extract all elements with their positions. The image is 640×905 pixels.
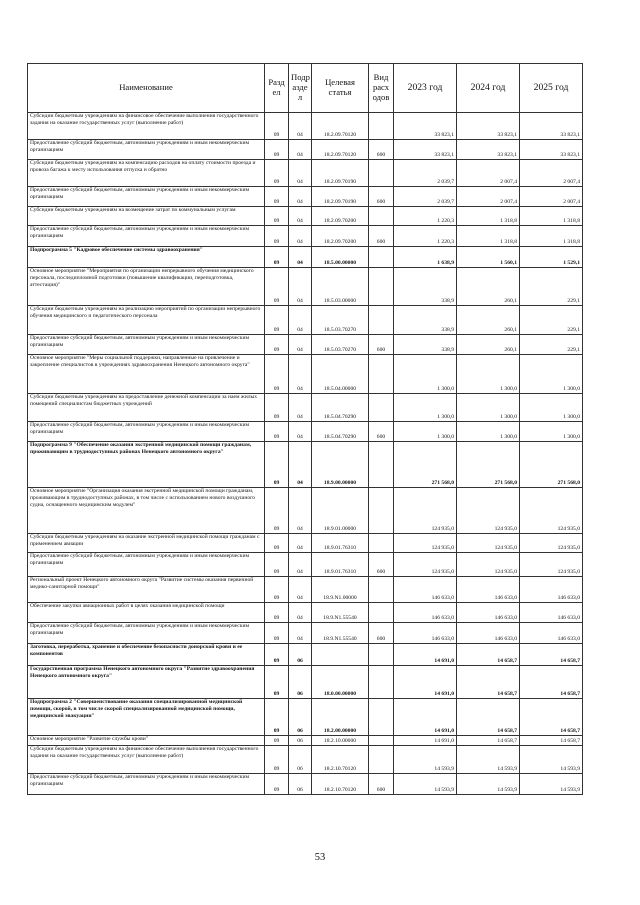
cell-razdel: 09 bbox=[265, 488, 289, 534]
cell-podrazdel: 04 bbox=[289, 422, 312, 442]
cell-statya: 18.9.01.00000 bbox=[312, 488, 369, 534]
header-vid: Вид расх одов bbox=[369, 64, 394, 113]
cell-vid bbox=[369, 247, 394, 268]
cell-2024: 2 007,4 bbox=[457, 160, 520, 187]
cell-statya: 18.2.09.70190 bbox=[312, 187, 369, 207]
cell-name: Предоставление субсидий бюджетным, автономным учреждениям и иным некоммерческим организациям bbox=[28, 553, 265, 577]
cell-2025: 146 633,0 bbox=[520, 577, 583, 603]
cell-2025: 14 658,7 bbox=[520, 666, 583, 699]
cell-2025: 33 823,1 bbox=[520, 140, 583, 160]
cell-2025: 229,1 bbox=[520, 306, 583, 335]
cell-statya: 18.9.01.76310 bbox=[312, 534, 369, 553]
table-row bbox=[28, 187, 583, 207]
cell-2024: 1 560,1 bbox=[457, 247, 520, 268]
cell-vid bbox=[369, 534, 394, 553]
table-row bbox=[28, 160, 583, 187]
cell-podrazdel: 04 bbox=[289, 442, 312, 488]
cell-name: Субсидии бюджетным учреждениям на финансовое обеспечение выполнения государственного задания на оказание государственных услуг (выполнение работ) bbox=[28, 113, 265, 140]
header-2024: 2024 год bbox=[457, 64, 520, 113]
cell-2023: 33 823,1 bbox=[394, 140, 457, 160]
table-body bbox=[28, 113, 583, 795]
cell-2025: 146 633,0 bbox=[520, 603, 583, 623]
cell-razdel: 09 bbox=[265, 442, 289, 488]
cell-vid bbox=[369, 394, 394, 422]
cell-podrazdel: 04 bbox=[289, 335, 312, 355]
cell-podrazdel: 06 bbox=[289, 736, 312, 746]
cell-2023: 14 691,0 bbox=[394, 699, 457, 736]
cell-2025: 1 318,8 bbox=[520, 207, 583, 226]
cell-vid bbox=[369, 644, 394, 666]
cell-2024: 2 007,4 bbox=[457, 187, 520, 207]
cell-name: Подпрограмма 9 "Обеспечение оказания экстренной медицинской помощи гражданам, проживающим в труднодоступных районах Ненецкого автономного округа" bbox=[28, 442, 265, 488]
cell-podrazdel: 04 bbox=[289, 160, 312, 187]
cell-name: Субсидии бюджетным учреждениям на реализацию мероприятий по организации непрерывного обучения медицинского и педагогического персонала bbox=[28, 306, 265, 335]
cell-vid bbox=[369, 666, 394, 699]
cell-razdel: 09 bbox=[265, 207, 289, 226]
cell-podrazdel: 04 bbox=[289, 207, 312, 226]
cell-2025: 14 658,7 bbox=[520, 736, 583, 746]
cell-2023: 124 935,0 bbox=[394, 553, 457, 577]
cell-vid bbox=[369, 577, 394, 603]
cell-statya: 18.9.N1.55540 bbox=[312, 623, 369, 644]
table-row bbox=[28, 355, 583, 394]
cell-statya: 18.2.09.70120 bbox=[312, 113, 369, 140]
cell-2024: 260,1 bbox=[457, 306, 520, 335]
cell-statya: 18.9.00.00000 bbox=[312, 442, 369, 488]
cell-2024: 14 658,7 bbox=[457, 699, 520, 736]
cell-statya: 18.5.04.00000 bbox=[312, 355, 369, 394]
cell-podrazdel: 06 bbox=[289, 774, 312, 795]
cell-vid bbox=[369, 442, 394, 488]
cell-2023: 2 039,7 bbox=[394, 160, 457, 187]
table-row bbox=[28, 442, 583, 488]
cell-2023: 338,9 bbox=[394, 335, 457, 355]
cell-vid bbox=[369, 699, 394, 736]
cell-statya: 18.5.03.70270 bbox=[312, 335, 369, 355]
cell-2024: 14 658,7 bbox=[457, 644, 520, 666]
cell-statya: 18.2.09.70190 bbox=[312, 160, 369, 187]
budget-table bbox=[27, 63, 583, 795]
cell-2023: 14 593,9 bbox=[394, 746, 457, 774]
cell-statya: 18.5.03.00000 bbox=[312, 268, 369, 306]
cell-2025: 1 529,1 bbox=[520, 247, 583, 268]
cell-2025: 14 593,9 bbox=[520, 746, 583, 774]
table-header-row bbox=[28, 64, 583, 113]
cell-2025: 14 593,9 bbox=[520, 774, 583, 795]
cell-vid: 600 bbox=[369, 774, 394, 795]
cell-2024: 33 823,1 bbox=[457, 140, 520, 160]
cell-razdel: 09 bbox=[265, 247, 289, 268]
table-row bbox=[28, 335, 583, 355]
cell-razdel: 09 bbox=[265, 187, 289, 207]
cell-razdel: 09 bbox=[265, 644, 289, 666]
cell-2023: 1 220,3 bbox=[394, 226, 457, 247]
cell-2024: 260,1 bbox=[457, 268, 520, 306]
cell-name: Региональный проект Ненецкого автономного округа "Развитие системы оказания первичной медико-санитарной помощи" bbox=[28, 577, 265, 603]
cell-vid bbox=[369, 603, 394, 623]
cell-2023: 2 039,7 bbox=[394, 187, 457, 207]
cell-vid: 600 bbox=[369, 335, 394, 355]
cell-2025: 2 007,4 bbox=[520, 160, 583, 187]
cell-2025: 2 007,4 bbox=[520, 187, 583, 207]
table-row bbox=[28, 746, 583, 774]
cell-razdel: 09 bbox=[265, 422, 289, 442]
cell-name: Предоставление субсидий бюджетным, автономным учреждениям и иным некоммерческим организациям bbox=[28, 187, 265, 207]
cell-2025: 1 300,0 bbox=[520, 422, 583, 442]
cell-statya: 18.5.00.00000 bbox=[312, 247, 369, 268]
cell-razdel: 09 bbox=[265, 534, 289, 553]
cell-2023: 146 633,0 bbox=[394, 623, 457, 644]
cell-razdel: 09 bbox=[265, 140, 289, 160]
table-row bbox=[28, 623, 583, 644]
cell-2025: 229,1 bbox=[520, 335, 583, 355]
cell-2023: 146 633,0 bbox=[394, 603, 457, 623]
table-row bbox=[28, 644, 583, 666]
cell-2024: 33 823,1 bbox=[457, 113, 520, 140]
cell-razdel: 09 bbox=[265, 553, 289, 577]
cell-statya: 18.2.10.70120 bbox=[312, 774, 369, 795]
cell-2024: 1 300,0 bbox=[457, 355, 520, 394]
cell-podrazdel: 04 bbox=[289, 553, 312, 577]
cell-name: Предоставление субсидий бюджетным, автономным учреждениям и иным некоммерческим организациям bbox=[28, 623, 265, 644]
cell-2024: 124 935,0 bbox=[457, 534, 520, 553]
cell-podrazdel: 04 bbox=[289, 268, 312, 306]
cell-vid bbox=[369, 736, 394, 746]
cell-razdel: 09 bbox=[265, 355, 289, 394]
cell-2025: 1 318,8 bbox=[520, 226, 583, 247]
cell-podrazdel: 04 bbox=[289, 355, 312, 394]
cell-2025: 33 823,1 bbox=[520, 113, 583, 140]
cell-podrazdel: 04 bbox=[289, 394, 312, 422]
header-razdel: Разд ел bbox=[265, 64, 289, 113]
cell-name: Субсидии бюджетным учреждениям на предоставление денежной компенсации за наем жилых помещений специалистам бюджетных учреждений bbox=[28, 394, 265, 422]
table-row bbox=[28, 553, 583, 577]
cell-statya: 18.9.N1.00000 bbox=[312, 577, 369, 603]
cell-statya: 18.2.10.70120 bbox=[312, 746, 369, 774]
cell-2024: 1 318,8 bbox=[457, 207, 520, 226]
cell-podrazdel: 06 bbox=[289, 746, 312, 774]
cell-2024: 1 300,0 bbox=[457, 394, 520, 422]
cell-vid bbox=[369, 207, 394, 226]
table-row bbox=[28, 394, 583, 422]
cell-name: Предоставление субсидий бюджетным, автономным учреждениям и иным некоммерческим организациям bbox=[28, 140, 265, 160]
cell-2024: 124 935,0 bbox=[457, 553, 520, 577]
cell-podrazdel: 06 bbox=[289, 699, 312, 736]
header-name: Наименование bbox=[28, 64, 265, 113]
cell-vid bbox=[369, 113, 394, 140]
table-row bbox=[28, 226, 583, 247]
cell-2024: 146 633,0 bbox=[457, 577, 520, 603]
cell-2025: 1 300,0 bbox=[520, 355, 583, 394]
cell-2024: 14 593,9 bbox=[457, 774, 520, 795]
table-row bbox=[28, 268, 583, 306]
table-row bbox=[28, 488, 583, 534]
cell-podrazdel: 04 bbox=[289, 140, 312, 160]
cell-statya: 18.5.04.70290 bbox=[312, 422, 369, 442]
cell-2023: 14 691,0 bbox=[394, 736, 457, 746]
cell-2023: 14 691,0 bbox=[394, 644, 457, 666]
header-podrazdel: Подр азде л bbox=[289, 64, 312, 113]
cell-razdel: 09 bbox=[265, 335, 289, 355]
cell-2023: 338,9 bbox=[394, 306, 457, 335]
cell-razdel: 09 bbox=[265, 268, 289, 306]
header-2023: 2023 год bbox=[394, 64, 457, 113]
cell-razdel: 09 bbox=[265, 666, 289, 699]
cell-2025: 124 935,0 bbox=[520, 534, 583, 553]
cell-razdel: 09 bbox=[265, 394, 289, 422]
table-row bbox=[28, 577, 583, 603]
cell-statya: 18.2.09.70200 bbox=[312, 226, 369, 247]
cell-vid bbox=[369, 268, 394, 306]
cell-2024: 271 568,0 bbox=[457, 442, 520, 488]
cell-vid bbox=[369, 746, 394, 774]
cell-2023: 124 935,0 bbox=[394, 534, 457, 553]
cell-2025: 229,1 bbox=[520, 268, 583, 306]
cell-2023: 1 300,0 bbox=[394, 422, 457, 442]
cell-podrazdel: 04 bbox=[289, 577, 312, 603]
table-row bbox=[28, 113, 583, 140]
table-row bbox=[28, 140, 583, 160]
table-row bbox=[28, 666, 583, 699]
cell-vid bbox=[369, 306, 394, 335]
cell-2023: 271 568,0 bbox=[394, 442, 457, 488]
cell-podrazdel: 04 bbox=[289, 187, 312, 207]
cell-statya: 18.5.04.70290 bbox=[312, 394, 369, 422]
cell-statya: 18.2.00.00000 bbox=[312, 699, 369, 736]
cell-2023: 1 300,0 bbox=[394, 394, 457, 422]
cell-razdel: 09 bbox=[265, 746, 289, 774]
cell-2025: 271 568,0 bbox=[520, 442, 583, 488]
cell-statya: 18.2.09.70200 bbox=[312, 207, 369, 226]
header-statya: Целевая статья bbox=[312, 64, 369, 113]
cell-name: Подпрограмма 5 "Кадровое обеспечение системы здравоохранения" bbox=[28, 247, 265, 268]
cell-2023: 1 300,0 bbox=[394, 355, 457, 394]
cell-razdel: 09 bbox=[265, 736, 289, 746]
table-row bbox=[28, 247, 583, 268]
table-row bbox=[28, 699, 583, 736]
table-row bbox=[28, 306, 583, 335]
cell-name: Подпрограмма 2 "Совершенствование оказания специализированной медицинской помощи, скорой, в том числе скорой специализированной медицинской помощи, медицинской эвакуации" bbox=[28, 699, 265, 736]
cell-2025: 124 935,0 bbox=[520, 488, 583, 534]
cell-vid: 600 bbox=[369, 422, 394, 442]
cell-2024: 14 593,9 bbox=[457, 746, 520, 774]
cell-statya: 18.0.00.00000 bbox=[312, 666, 369, 699]
cell-2024: 14 658,7 bbox=[457, 736, 520, 746]
cell-vid: 600 bbox=[369, 553, 394, 577]
cell-vid: 600 bbox=[369, 623, 394, 644]
cell-2023: 14 593,9 bbox=[394, 774, 457, 795]
cell-podrazdel: 04 bbox=[289, 113, 312, 140]
cell-razdel: 09 bbox=[265, 699, 289, 736]
cell-2023: 1 220,3 bbox=[394, 207, 457, 226]
cell-podrazdel: 06 bbox=[289, 666, 312, 699]
cell-statya: 18.2.10.00000 bbox=[312, 736, 369, 746]
cell-2023: 146 633,0 bbox=[394, 577, 457, 603]
cell-statya: 18.9.01.76310 bbox=[312, 553, 369, 577]
cell-2025: 14 658,7 bbox=[520, 644, 583, 666]
cell-2024: 1 318,8 bbox=[457, 226, 520, 247]
cell-2024: 124 935,0 bbox=[457, 488, 520, 534]
table-row bbox=[28, 534, 583, 553]
cell-vid: 600 bbox=[369, 187, 394, 207]
cell-podrazdel: 06 bbox=[289, 644, 312, 666]
cell-podrazdel: 04 bbox=[289, 623, 312, 644]
cell-razdel: 09 bbox=[265, 603, 289, 623]
cell-podrazdel: 04 bbox=[289, 247, 312, 268]
cell-razdel: 09 bbox=[265, 623, 289, 644]
cell-2024: 146 633,0 bbox=[457, 603, 520, 623]
cell-vid bbox=[369, 355, 394, 394]
cell-name: Заготовка, переработка, хранение и обеспечение безопасности донорской крови и ее компонентов bbox=[28, 644, 265, 666]
cell-name: Предоставление субсидий бюджетным, автономным учреждениям и иным некоммерческим организациям bbox=[28, 422, 265, 442]
cell-podrazdel: 04 bbox=[289, 488, 312, 534]
cell-name: Предоставление субсидий бюджетным, автономным учреждениям и иным некоммерческим организациям bbox=[28, 226, 265, 247]
cell-vid: 600 bbox=[369, 226, 394, 247]
cell-2024: 1 300,0 bbox=[457, 422, 520, 442]
cell-2025: 146 633,0 bbox=[520, 623, 583, 644]
cell-podrazdel: 04 bbox=[289, 226, 312, 247]
cell-vid bbox=[369, 488, 394, 534]
cell-2024: 260,1 bbox=[457, 335, 520, 355]
cell-name: Обеспечение закупки авиационных работ в целях оказания медицинской помощи bbox=[28, 603, 265, 623]
cell-2024: 14 658,7 bbox=[457, 666, 520, 699]
cell-name: Предоставление субсидий бюджетным, автономным учреждениям и иным некоммерческим организациям bbox=[28, 774, 265, 795]
header-2025: 2025 год bbox=[520, 64, 583, 113]
cell-statya: 18.5.03.70270 bbox=[312, 306, 369, 335]
table-row bbox=[28, 736, 583, 746]
cell-name: Основное мероприятие "Развитие службы крови" bbox=[28, 736, 265, 746]
cell-2023: 124 935,0 bbox=[394, 488, 457, 534]
cell-razdel: 09 bbox=[265, 226, 289, 247]
cell-name: Субсидии бюджетным учреждениям на компенсацию расходов на оплату стоимости проезда и провоза багажа к месту использования отпуска и обратно bbox=[28, 160, 265, 187]
cell-2023: 14 691,0 bbox=[394, 666, 457, 699]
cell-name: Субсидии бюджетным учреждениям на оказание экстренной медицинской помощи гражданам с применением авиации bbox=[28, 534, 265, 553]
cell-name: Субсидии бюджетным учреждениям на финансовое обеспечение выполнения государственного задания на оказание государственных услуг (выполнение работ) bbox=[28, 746, 265, 774]
table-row bbox=[28, 422, 583, 442]
cell-2023: 338,9 bbox=[394, 268, 457, 306]
cell-vid: 600 bbox=[369, 140, 394, 160]
cell-razdel: 09 bbox=[265, 113, 289, 140]
cell-statya: 18.2.09.70120 bbox=[312, 140, 369, 160]
cell-2025: 14 658,7 bbox=[520, 699, 583, 736]
cell-podrazdel: 04 bbox=[289, 306, 312, 335]
cell-vid bbox=[369, 160, 394, 187]
cell-name: Субсидии бюджетным учреждениям на возмещение затрат по коммунальным услугам bbox=[28, 207, 265, 226]
cell-name: Основное мероприятие "Меры социальной поддержки, направленные на привлечение и закрепление специалистов в учреждениях здравоохранения Ненецкого автономного округа" bbox=[28, 355, 265, 394]
cell-name: Предоставление субсидий бюджетным, автономным учреждениям и иным некоммерческим организациям bbox=[28, 335, 265, 355]
cell-2024: 146 633,0 bbox=[457, 623, 520, 644]
cell-statya bbox=[312, 644, 369, 666]
cell-name: Основное мероприятие "Организация оказания экстренной медицинской помощи гражданам, проживающим в труднодоступных районах, в том числе с использованием нового воздушного судна, оснащенного медицинским модулем" bbox=[28, 488, 265, 534]
cell-podrazdel: 04 bbox=[289, 534, 312, 553]
cell-statya: 18.9.N1.55540 bbox=[312, 603, 369, 623]
table-row bbox=[28, 603, 583, 623]
cell-2025: 1 300,0 bbox=[520, 394, 583, 422]
cell-name: Государственная программа Ненецкого автономного округа "Развитие здравоохранения Ненецкого автономного округа" bbox=[28, 666, 265, 699]
cell-razdel: 09 bbox=[265, 774, 289, 795]
cell-name: Основное мероприятие "Мероприятия по организации непрерывного обучения медицинского персонала, последипломной подготовки (повышение квалификации, переподготовка, аттестация)" bbox=[28, 268, 265, 306]
cell-razdel: 09 bbox=[265, 577, 289, 603]
cell-2023: 33 823,1 bbox=[394, 113, 457, 140]
cell-razdel: 09 bbox=[265, 306, 289, 335]
cell-2023: 1 638,9 bbox=[394, 247, 457, 268]
page-number: 53 bbox=[314, 852, 326, 863]
cell-podrazdel: 04 bbox=[289, 603, 312, 623]
table-row bbox=[28, 207, 583, 226]
cell-2025: 124 935,0 bbox=[520, 553, 583, 577]
table-row bbox=[28, 774, 583, 795]
cell-razdel: 09 bbox=[265, 160, 289, 187]
